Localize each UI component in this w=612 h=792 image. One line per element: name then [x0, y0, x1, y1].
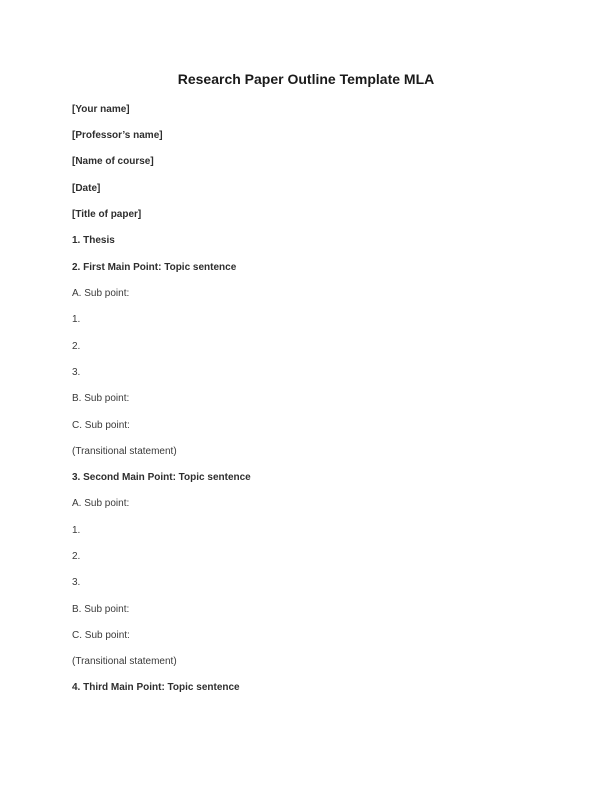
section-first-main-point: 2. First Main Point: Topic sentence — [72, 262, 237, 273]
list-item-1: 1. — [72, 525, 81, 536]
sub-point-c: C. Sub point: — [72, 420, 130, 431]
sub-point-b: B. Sub point: — [72, 604, 130, 615]
sub-point-a: A. Sub point: — [72, 498, 130, 509]
list-item-2: 2. — [72, 551, 81, 562]
transitional-statement: (Transitional statement) — [72, 446, 177, 457]
list-item-3: 3. — [72, 367, 81, 378]
section-third-main-point: 4. Third Main Point: Topic sentence — [72, 682, 240, 693]
section-thesis: 1. Thesis — [72, 235, 115, 246]
line-your-name: [Your name] — [72, 104, 130, 115]
sub-point-b: B. Sub point: — [72, 393, 130, 404]
list-item-2: 2. — [72, 341, 81, 352]
line-course-name: [Name of course] — [72, 156, 154, 167]
list-item-3: 3. — [72, 577, 81, 588]
section-second-main-point: 3. Second Main Point: Topic sentence — [72, 472, 251, 483]
sub-point-a: A. Sub point: — [72, 288, 130, 299]
sub-point-c: C. Sub point: — [72, 630, 130, 641]
line-paper-title: [Title of paper] — [72, 209, 142, 220]
list-item-1: 1. — [72, 314, 81, 325]
line-professor-name: [Professor’s name] — [72, 130, 163, 141]
transitional-statement: (Transitional statement) — [72, 656, 177, 667]
line-date: [Date] — [72, 183, 101, 194]
document-title: Research Paper Outline Template MLA — [177, 71, 435, 87]
